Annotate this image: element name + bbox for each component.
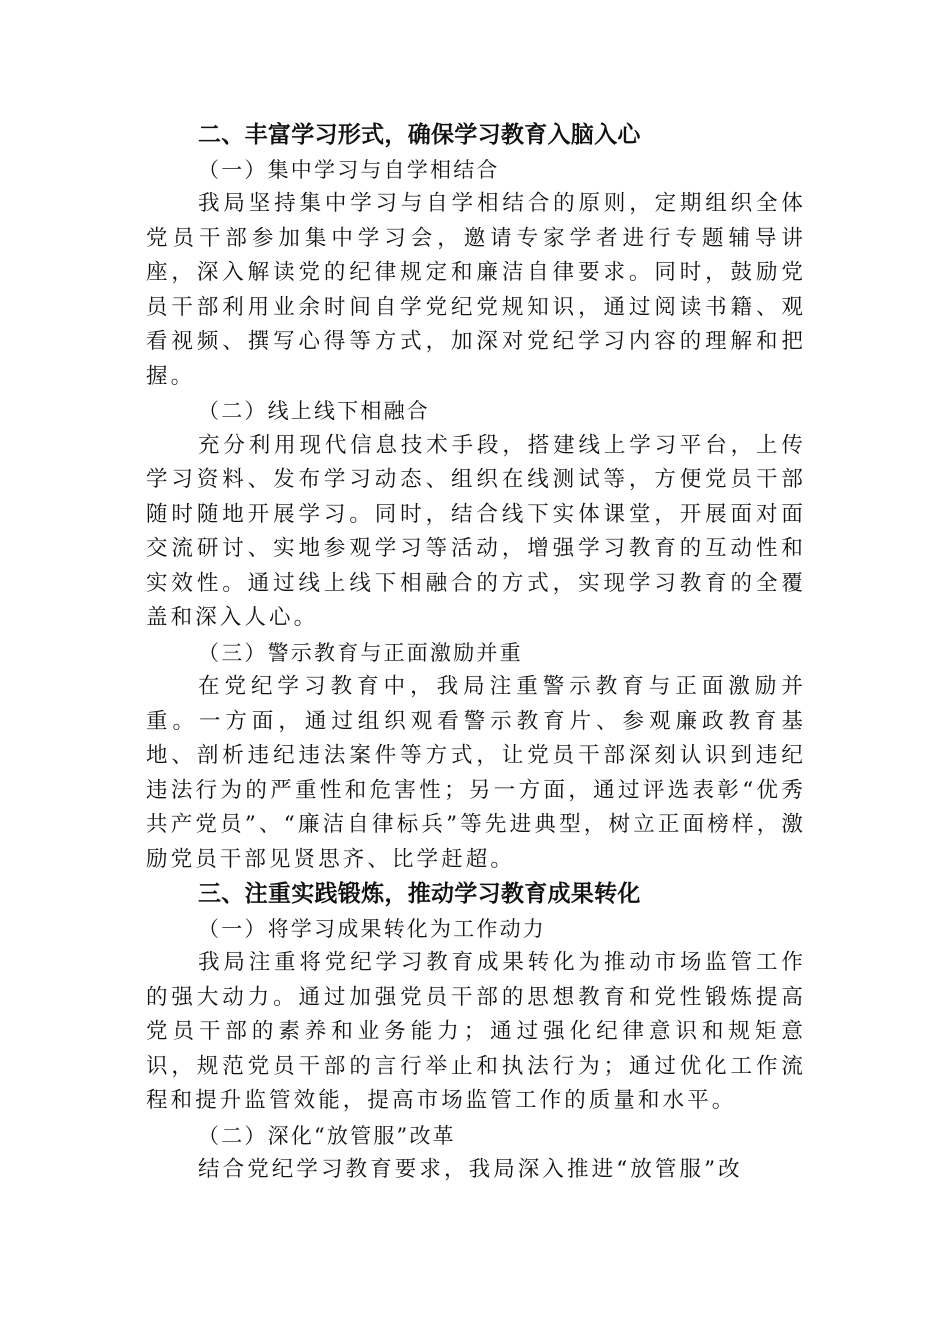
body-paragraph: 我局注重将党纪学习教育成果转化为推动市场监管工作的强大动力。通过加强党员干部的思想教育和党性锻炼提高党员干部的素养和业务能力；通过强化纪律意识和规矩意识，规范党员干部的言行举止和执法行为；通过优化工作流程和提升监管效能，提高市场监管工作的质量和水平。 <box>146 950 806 1113</box>
body-paragraph: 在党纪学习教育中，我局注重警示教育与正面激励并重。一方面，通过组织观看警示教育片、参观廉政教育基地、剖析违纪违法案件等方式，让党员干部深刻认识到违纪违法行为的严重性和危害性；另一方面，通过评选表彰“优秀共产党员”、“廉洁自律标兵”等先进典型，树立正面榜样，激励党员干部见贤思齐、比学赶超。 <box>146 674 806 872</box>
subsection-heading: （二）深化“放管服”改革 <box>198 1123 456 1148</box>
body-paragraph: 充分利用现代信息技术手段，搭建线上学习平台，上传学习资料、发布学习动态、组织在线测试等，方便党员干部随时随地开展学习。同时，结合线下实体课堂，开展面对面交流研讨、实地参观学习等活动，增强学习教育的互动性和实效性。通过线上线下相融合的方式，实现学习教育的全覆盖和深入人心。 <box>146 432 806 630</box>
section-heading: 三、注重实践锻炼，推动学习教育成果转化 <box>198 881 641 907</box>
subsection-heading: （三）警示教育与正面激励并重 <box>198 640 523 665</box>
body-paragraph: 结合党纪学习教育要求，我局深入推进“放管服”改 <box>198 1157 743 1182</box>
section-heading: 二、丰富学习形式，确保学习教育入脑入心 <box>198 122 641 148</box>
subsection-heading: （二）线上线下相融合 <box>198 399 430 423</box>
body-paragraph: 我局坚持集中学习与自学相结合的原则，定期组织全体党员干部参加集中学习会，邀请专家学者进行专题辅导讲座，深入解读党的纪律规定和廉洁自律要求。同时，鼓励党员干部利用业余时间自学党纪党规知识，通过阅读书籍、观看视频、撰写心得等方式，加深对党纪学习内容的理解和把握。 <box>146 191 806 389</box>
subsection-heading: （一）集中学习与自学相结合 <box>198 157 500 182</box>
subsection-heading: （一）将学习成果转化为工作动力 <box>198 916 546 941</box>
document-body <box>146 118 806 1188</box>
